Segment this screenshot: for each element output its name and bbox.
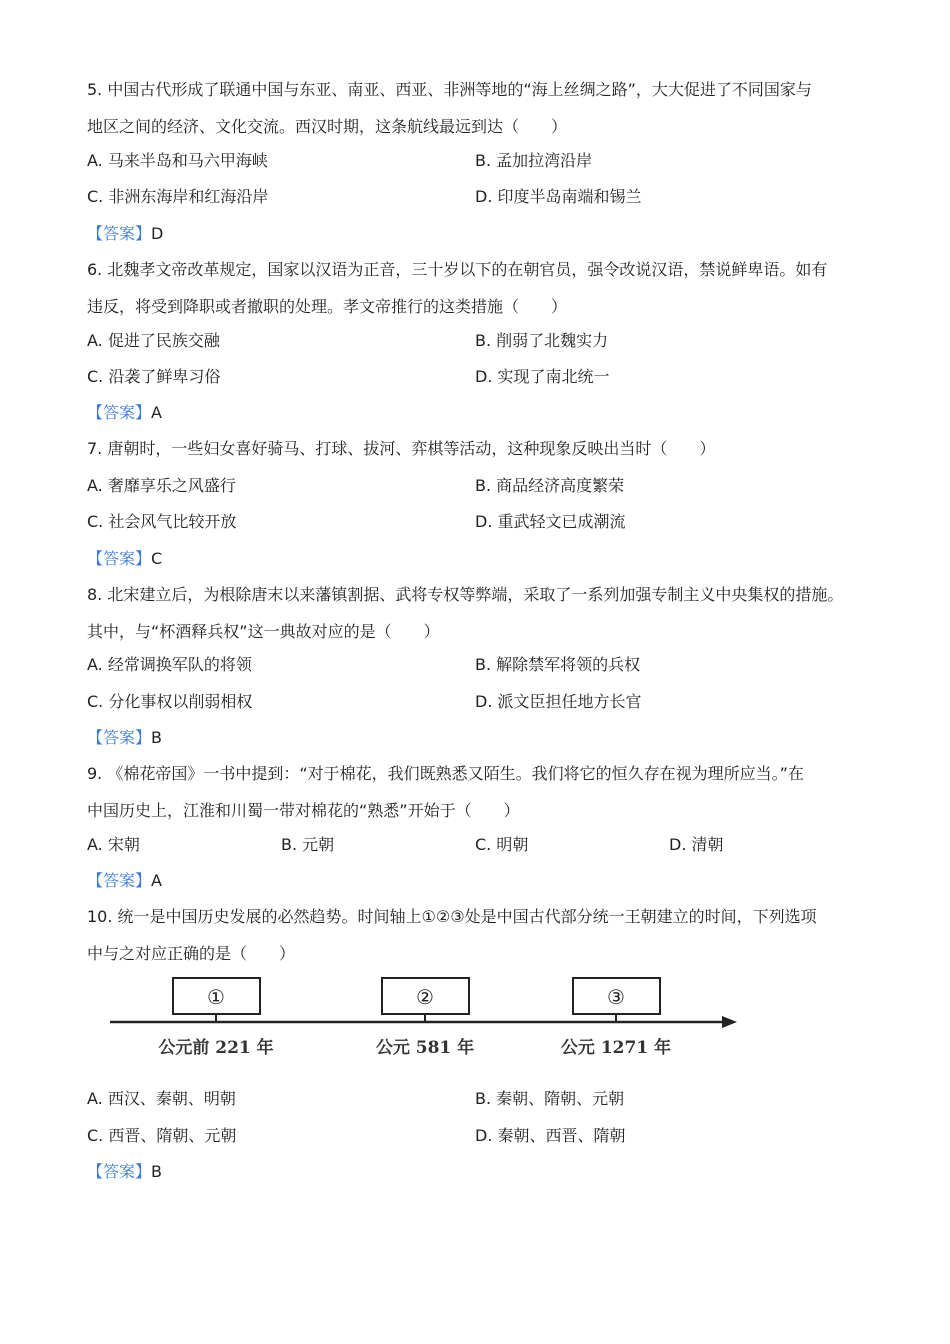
q7-option-c: C. 社会风气比较开放 <box>87 512 237 531</box>
q9-answer <box>87 871 162 891</box>
q8-option-b: B. 解除禁军将领的兵权 <box>475 655 641 674</box>
q6-option-b: B. 削弱了北魏实力 <box>475 331 609 350</box>
q7-answer <box>87 549 162 569</box>
q5-option-d: D. 印度半岛南端和锡兰 <box>475 187 642 206</box>
answer-value: A <box>151 403 162 422</box>
q8-option-d: D. 派文臣担任地方长官 <box>475 692 642 711</box>
q9-stem-line-1: 9. 《棉花帝国》一书中提到：“对于棉花，我们既熟悉又陌生。我们将它的恒久存在视为理所应当。”在 <box>87 764 804 783</box>
timeline-date-2: 公元 581 年 <box>375 1038 475 1058</box>
q10-option-d: D. 秦朝、西晋、隋朝 <box>475 1126 626 1145</box>
answer-label: 【答案】 <box>87 1162 152 1181</box>
q8-option-a: A. 经常调换军队的将领 <box>87 655 252 674</box>
q5-answer <box>87 224 163 244</box>
q10-stem-line-1: 10. 统一是中国历史发展的必然趋势。时间轴上①②③处是中国古代部分统一王朝建立的时间，下列选项 <box>87 907 817 926</box>
q10-option-a: A. 西汉、秦朝、明朝 <box>87 1089 236 1108</box>
q5-stem-line-1: 5. 中国古代形成了联通中国与东亚、南亚、西亚、非洲等地的“海上丝绸之路”，大大促进了不同国家与 <box>87 80 812 99</box>
q10-option-c: C. 西晋、隋朝、元朝 <box>87 1126 237 1145</box>
timeline-marker-1: ① <box>207 985 225 1009</box>
timeline-marker-3: ③ <box>607 985 625 1009</box>
q9-option-a: A. 宋朝 <box>87 835 140 854</box>
answer-value: B <box>151 728 162 747</box>
q10-option-b: B. 秦朝、隋朝、元朝 <box>475 1089 625 1108</box>
q5-option-c: C. 非洲东海岸和红海沿岸 <box>87 187 269 206</box>
answer-label: 【答案】 <box>87 871 152 890</box>
q9-stem-line-2: 中国历史上，江淮和川蜀一带对棉花的“熟悉”开始于（ ） <box>87 801 520 820</box>
q8-answer <box>87 728 162 748</box>
q7-option-b: B. 商品经济高度繁荣 <box>475 476 625 495</box>
q10-answer <box>87 1162 162 1182</box>
q6-option-a: A. 促进了民族交融 <box>87 331 220 350</box>
timeline-figure <box>100 972 750 1064</box>
timeline-date-3: 公元 1271 年 <box>560 1038 672 1058</box>
answer-label: 【答案】 <box>87 728 152 747</box>
q9-option-c: C. 明朝 <box>475 835 529 854</box>
q6-option-c: C. 沿袭了鲜卑习俗 <box>87 367 221 386</box>
q6-answer <box>87 403 162 423</box>
answer-label: 【答案】 <box>87 224 152 243</box>
q8-stem-line-2: 其中，与“杯酒释兵权”这一典故对应的是（ ） <box>87 622 440 641</box>
timeline-marker-2: ② <box>416 985 434 1009</box>
answer-value: B <box>151 1162 162 1181</box>
q6-option-d: D. 实现了南北统一 <box>475 367 610 386</box>
q7-option-a: A. 奢靡享乐之风盛行 <box>87 476 236 495</box>
q5-option-b: B. 孟加拉湾沿岸 <box>475 151 593 170</box>
q6-stem-line-2: 违反，将受到降职或者撤职的处理。孝文帝推行的这类措施（ ） <box>87 297 568 316</box>
timeline-arrow-icon <box>722 1016 737 1028</box>
answer-label: 【答案】 <box>87 403 152 422</box>
q10-stem-line-2: 中与之对应正确的是（ ） <box>87 944 296 963</box>
q5-option-a: A. 马来半岛和马六甲海峡 <box>87 151 268 170</box>
q7-stem-line-1: 7. 唐朝时，一些妇女喜好骑马、打球、拔河、弈棋等活动，这种现象反映出当时（ ） <box>87 439 716 458</box>
answer-value: C <box>151 549 163 568</box>
q9-option-b: B. 元朝 <box>281 835 335 854</box>
q8-option-c: C. 分化事权以削弱相权 <box>87 692 253 711</box>
q7-option-d: D. 重武轻文已成潮流 <box>475 512 626 531</box>
timeline-date-1: 公元前 221 年 <box>158 1038 274 1058</box>
q6-stem-line-1: 6. 北魏孝文帝改革规定，国家以汉语为正音，三十岁以下的在朝官员，强令改说汉语，禁说鲜卑语。如有 <box>87 260 828 279</box>
answer-value: D <box>151 224 164 243</box>
answer-value: A <box>151 871 162 890</box>
q8-stem-line-1: 8. 北宋建立后，为根除唐末以来藩镇割据、武将专权等弊端，采取了一系列加强专制主义中央集权的措施。 <box>87 585 844 604</box>
q9-option-d: D. 清朝 <box>669 835 724 854</box>
answer-label: 【答案】 <box>87 549 152 568</box>
q5-stem-line-2: 地区之间的经济、文化交流。西汉时期，这条航线最远到达（ ） <box>87 117 568 136</box>
